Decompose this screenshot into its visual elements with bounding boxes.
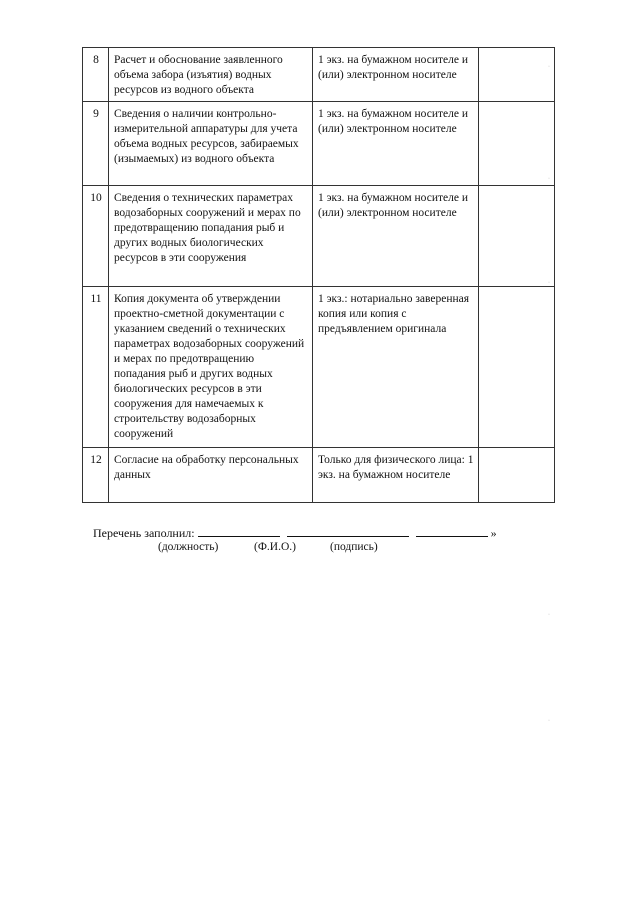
- caption-position: (должность): [158, 541, 219, 553]
- signature-blank: [416, 524, 488, 537]
- document-form: 1 экз.: нотариально заверенная копия или копия с предъявлением оригинала: [313, 287, 479, 448]
- document-form: 1 экз. на бумажном носителе и (или) электронном носителе: [313, 48, 479, 102]
- document-note: [479, 102, 555, 186]
- document-form: 1 экз. на бумажном носителе и (или) электронном носителе: [313, 186, 479, 287]
- filled-by-line: [93, 524, 497, 541]
- closing-quote: »: [490, 526, 497, 540]
- document-note: [479, 186, 555, 287]
- scan-speck: ·: [548, 176, 550, 182]
- document-title: Согласие на обработку персональных данных: [109, 448, 313, 503]
- document-note: [479, 448, 555, 503]
- row-number: 8: [83, 48, 109, 102]
- caption-signature: (подпись): [330, 541, 378, 553]
- document-note: [479, 48, 555, 102]
- table-row: [83, 102, 555, 186]
- filled-by-label: Перечень заполнил:: [93, 526, 195, 540]
- document-form: 1 экз. на бумажном носителе и (или) электронном носителе: [313, 102, 479, 186]
- row-number: 11: [83, 287, 109, 448]
- scan-speck: ·: [548, 64, 550, 70]
- scan-speck: ·: [548, 718, 550, 724]
- document-note: [479, 287, 555, 448]
- table-row: [83, 186, 555, 287]
- row-number: 12: [83, 448, 109, 503]
- document-title: Расчет и обоснование заявленного объема забора (изъятия) водных ресурсов из водного объекта: [109, 48, 313, 102]
- caption-name: (Ф.И.О.): [254, 541, 296, 553]
- scan-speck: ·: [548, 612, 550, 618]
- row-number: 9: [83, 102, 109, 186]
- position-blank: [198, 524, 280, 537]
- table-row: [83, 48, 555, 102]
- table-row: [83, 448, 555, 503]
- document-form: Только для физического лица: 1 экз. на бумажном носителе: [313, 448, 479, 503]
- document-title: Сведения о технических параметрах водозаборных сооружений и мерах по предотвращению попадания рыб и других водных биологических ресурсов в эти сооружения: [109, 186, 313, 287]
- name-blank: [287, 524, 409, 537]
- row-number: 10: [83, 186, 109, 287]
- documents-table: [82, 47, 555, 503]
- document-title: Сведения о наличии контрольно-измерительной аппаратуры для учета объема водных ресурсов, забираемых (изымаемых) из водного объекта: [109, 102, 313, 186]
- scan-speck: ·: [548, 280, 550, 286]
- table-row: [83, 287, 555, 448]
- document-title: Копия документа об утверждении проектно-сметной документации с указанием сведений о технических параметрах водозаборных сооружений и мерах по предотвращению попадания рыб и других водных биологических ресурсов в эти сооружения для намечаемых к строительству водозаборных сооружений: [109, 287, 313, 448]
